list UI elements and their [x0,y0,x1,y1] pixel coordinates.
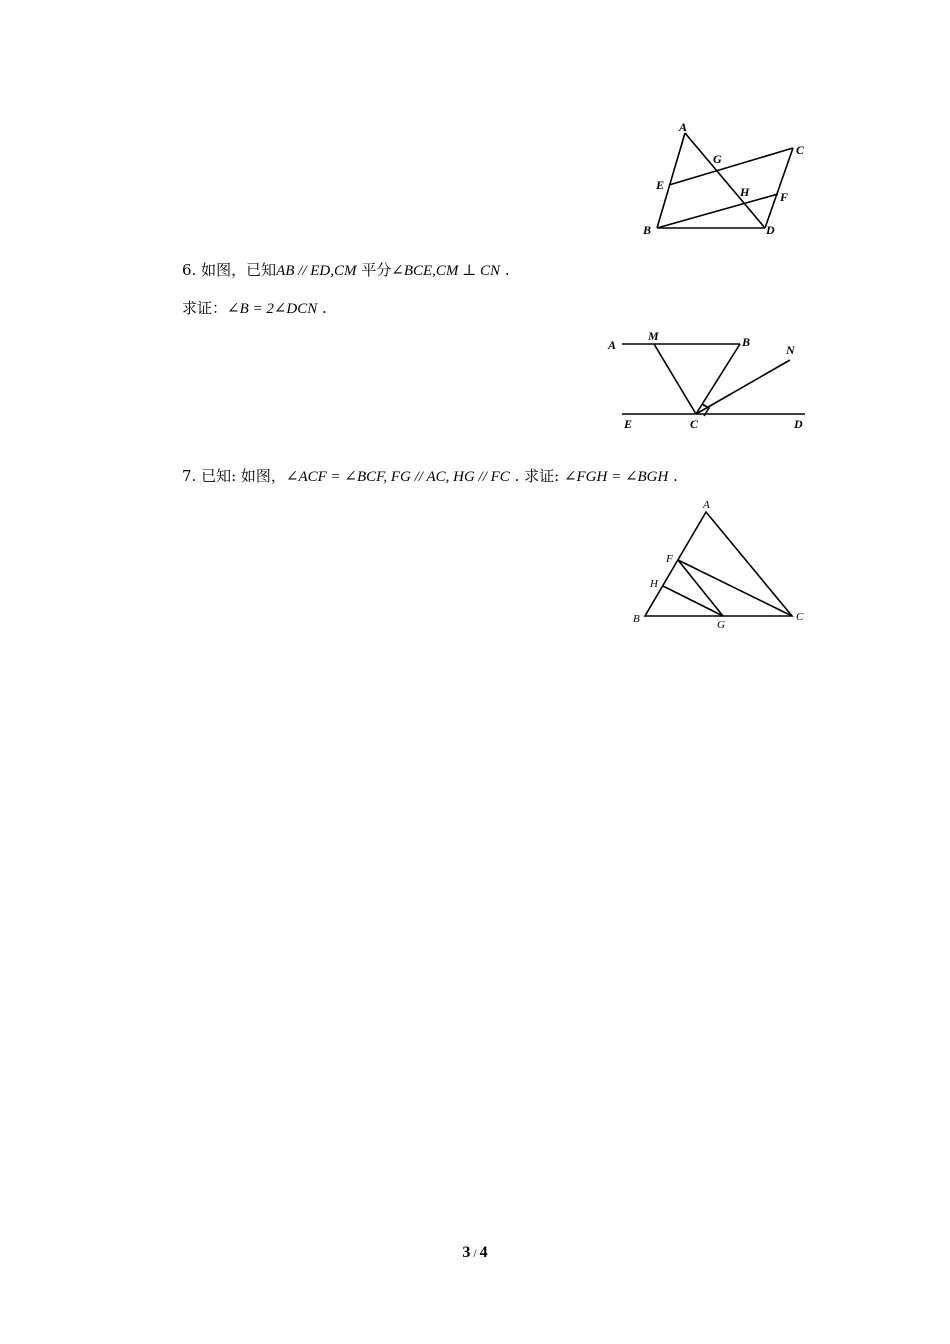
label-B: B [643,223,652,237]
problem-6-prove [182,298,327,319]
problem-end: . [668,467,678,485]
segment-FG [678,560,723,616]
figure-problem-6 [600,328,820,438]
figure-parallelogram [640,118,820,243]
prove-label: 求证： [182,299,228,317]
label-F: F [780,190,789,204]
label-M: M [648,329,659,343]
problem-7-statement [182,466,678,487]
label-C: C [690,417,699,431]
problem-number: 7 [182,467,192,485]
segment-CN [696,360,790,414]
label-D: D [794,417,803,431]
problem-prefix: . 已知: 如图， [191,467,286,485]
math-given: ∠ACF = ∠BCF, FG // AC, HG // FC [285,469,510,485]
label-E: E [624,417,633,431]
label-A: A [679,120,688,134]
current-page: 3 [462,1244,471,1261]
label-G: G [717,619,725,631]
segment-HG [663,586,723,616]
label-B: B [742,335,751,349]
problem-end: . [500,261,510,279]
prove-end: . [317,299,327,317]
segment-DC [765,148,793,228]
label-F: F [666,553,673,565]
math-given: AB // ED,CM [276,263,357,279]
segment-EC [669,148,793,185]
problem-prefix: . 如图，已知 [191,261,277,279]
segment-AD [685,133,765,228]
segment-FC [678,560,792,616]
label-C: C [796,143,805,157]
figure-problem-7 [628,496,818,636]
page-separator: / [470,1246,480,1260]
problem-number: 6 [182,261,192,279]
label-H: H [650,578,658,590]
math-given-2: ∠BCE,CM ⊥ CN [391,263,501,279]
label-G: G [713,152,722,166]
label-C: C [796,611,804,623]
problem-mid: . 求证: [509,467,564,485]
page-number [0,1244,950,1262]
label-N: N [786,343,795,357]
math-prove: ∠FGH = ∠BGH [563,469,669,485]
label-D: D [766,223,775,237]
segment-MC [654,344,696,414]
label-E: E [656,178,665,192]
label-A: A [608,338,617,352]
total-pages: 4 [479,1244,488,1261]
problem-6-statement [182,260,510,281]
label-B: B [633,613,640,625]
label-A: A [703,499,710,511]
math-prove: ∠B = 2∠DCN [227,301,318,317]
problem-word: 平分 [356,261,392,279]
label-H: H [740,185,750,199]
